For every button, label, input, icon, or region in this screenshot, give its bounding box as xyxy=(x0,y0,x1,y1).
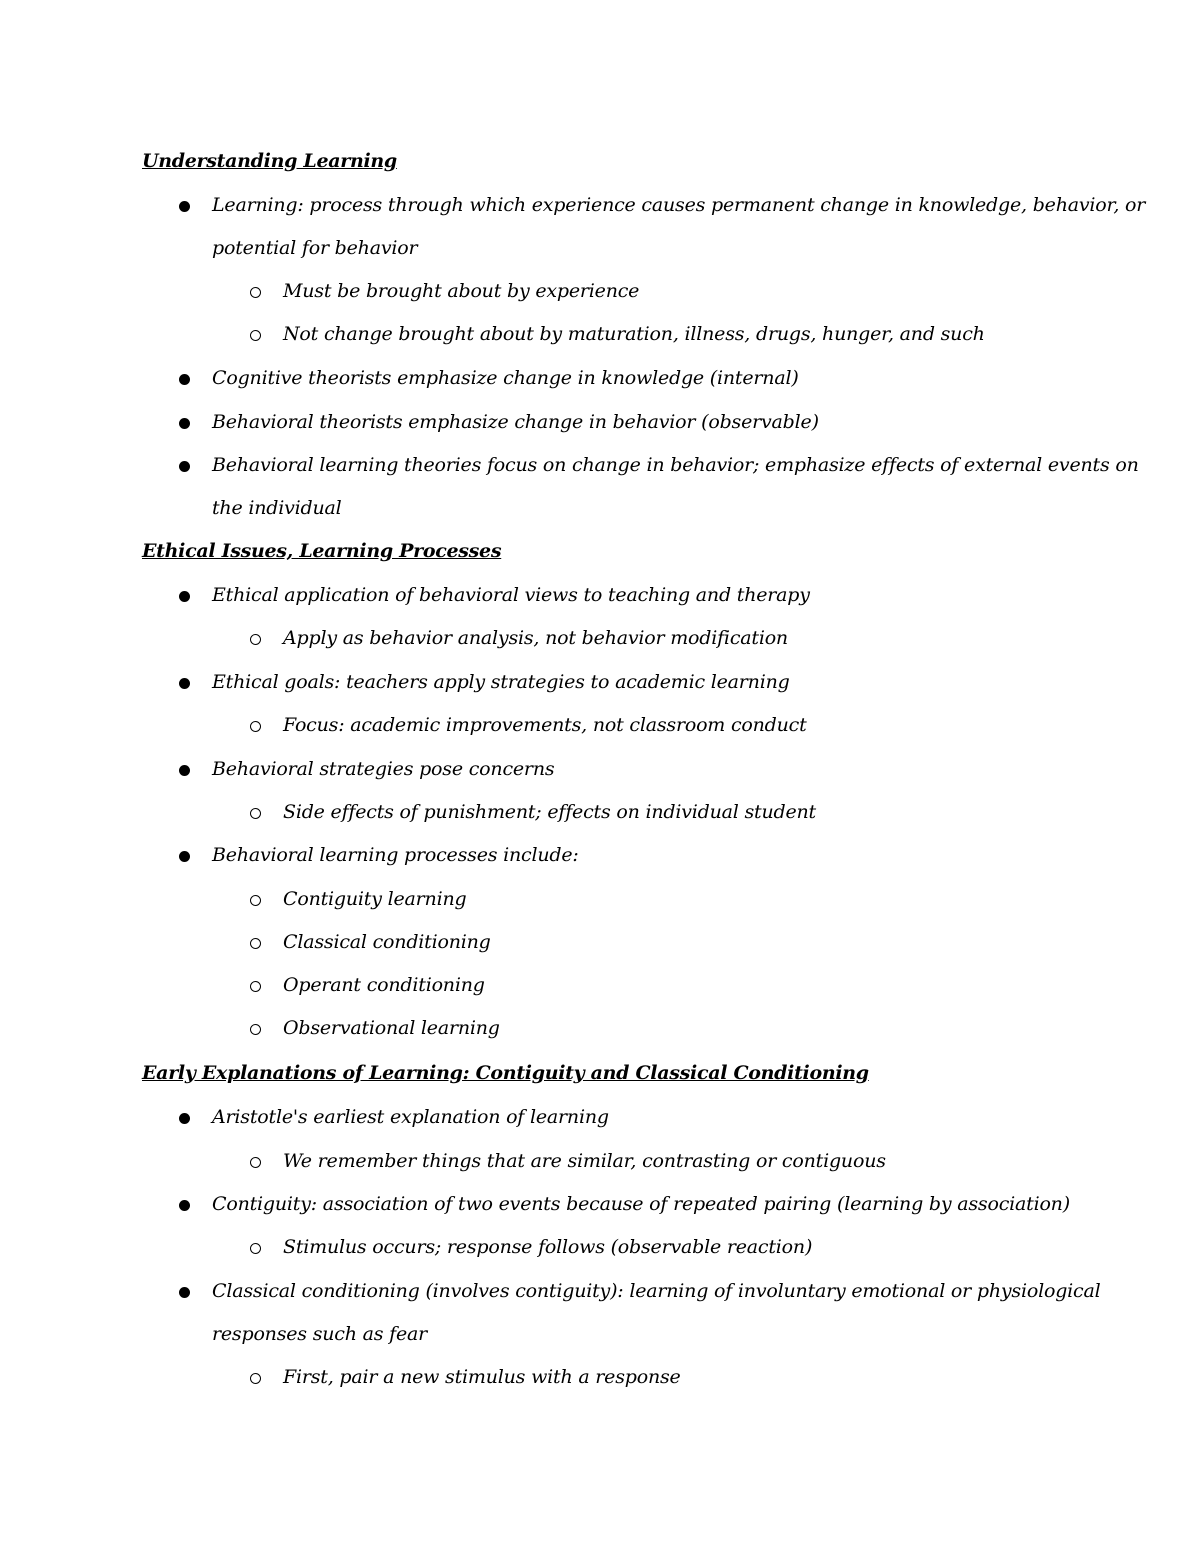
sub-list-item-text: Side effects of punishment; effects on individual student xyxy=(283,801,816,823)
sub-bullet-icon xyxy=(250,938,261,949)
bullet-icon xyxy=(179,851,190,862)
sub-bullet-icon xyxy=(250,634,261,645)
sub-bullet-icon xyxy=(250,1243,261,1254)
bullet-icon xyxy=(179,591,190,602)
list-item-text: Behavioral theorists emphasize change in behavior (observable) xyxy=(212,411,819,433)
sub-bullet-icon xyxy=(250,330,261,341)
sub-list-item-text: Focus: academic improvements, not classroom conduct xyxy=(283,714,807,736)
sub-bullet-icon xyxy=(250,1373,261,1384)
list-item-text: Behavioral strategies pose concerns xyxy=(212,758,555,780)
list-item-text: Classical conditioning (involves contiguity): learning of involuntary emotional or physiological xyxy=(212,1280,1101,1302)
bullet-icon xyxy=(179,1200,190,1211)
sub-list-item-text: Contiguity learning xyxy=(283,888,467,910)
sub-list-item-text: Must be brought about by experience xyxy=(283,280,640,302)
sub-list-item-text: Operant conditioning xyxy=(283,974,485,996)
sub-bullet-icon xyxy=(250,808,261,819)
list-item-text: Contiguity: association of two events because of repeated pairing (learning by association) xyxy=(212,1193,1070,1215)
sub-list-item-text: Classical conditioning xyxy=(283,931,491,953)
sub-bullet-icon xyxy=(250,1157,261,1168)
list-item-text: Cognitive theorists emphasize change in knowledge (internal) xyxy=(212,367,799,389)
section-heading-ethical-issues: Ethical Issues, Learning Processes xyxy=(142,540,502,562)
sub-bullet-icon xyxy=(250,895,261,906)
list-item-text: Behavioral learning theories focus on change in behavior; emphasize effects of external events on xyxy=(212,454,1139,476)
bullet-icon xyxy=(179,1287,190,1298)
list-item-text-continuation: potential for behavior xyxy=(212,237,418,259)
list-item-text-continuation: the individual xyxy=(212,497,342,519)
sub-bullet-icon xyxy=(250,981,261,992)
section-heading-early-explanations: Early Explanations of Learning: Contiguity and Classical Conditioning xyxy=(142,1062,869,1084)
list-item-text: Behavioral learning processes include: xyxy=(212,844,579,866)
sub-list-item-text: Not change brought about by maturation, illness, drugs, hunger, and such xyxy=(283,323,985,345)
list-item-text: Learning: process through which experience causes permanent change in knowledge, behavior, or xyxy=(212,194,1146,216)
bullet-icon xyxy=(179,678,190,689)
bullet-icon xyxy=(179,418,190,429)
sub-list-item-text: Observational learning xyxy=(283,1017,500,1039)
sub-list-item-text: First, pair a new stimulus with a response xyxy=(283,1366,681,1388)
sub-list-item-text: Apply as behavior analysis, not behavior modification xyxy=(283,627,788,649)
list-item-text: Ethical goals: teachers apply strategies to academic learning xyxy=(212,671,790,693)
sub-list-item-text: We remember things that are similar, contrasting or contiguous xyxy=(283,1150,886,1172)
list-item-text: Aristotle's earliest explanation of learning xyxy=(212,1106,609,1128)
list-item-text-continuation: responses such as fear xyxy=(212,1323,428,1345)
bullet-icon xyxy=(179,374,190,385)
bullet-icon xyxy=(179,1113,190,1124)
sub-bullet-icon xyxy=(250,721,261,732)
sub-bullet-icon xyxy=(250,1024,261,1035)
bullet-icon xyxy=(179,765,190,776)
bullet-icon xyxy=(179,201,190,212)
sub-list-item-text: Stimulus occurs; response follows (observable reaction) xyxy=(283,1236,813,1258)
bullet-icon xyxy=(179,461,190,472)
section-heading-understanding-learning: Understanding Learning xyxy=(142,150,397,172)
sub-bullet-icon xyxy=(250,287,261,298)
list-item-text: Ethical application of behavioral views to teaching and therapy xyxy=(212,584,810,606)
